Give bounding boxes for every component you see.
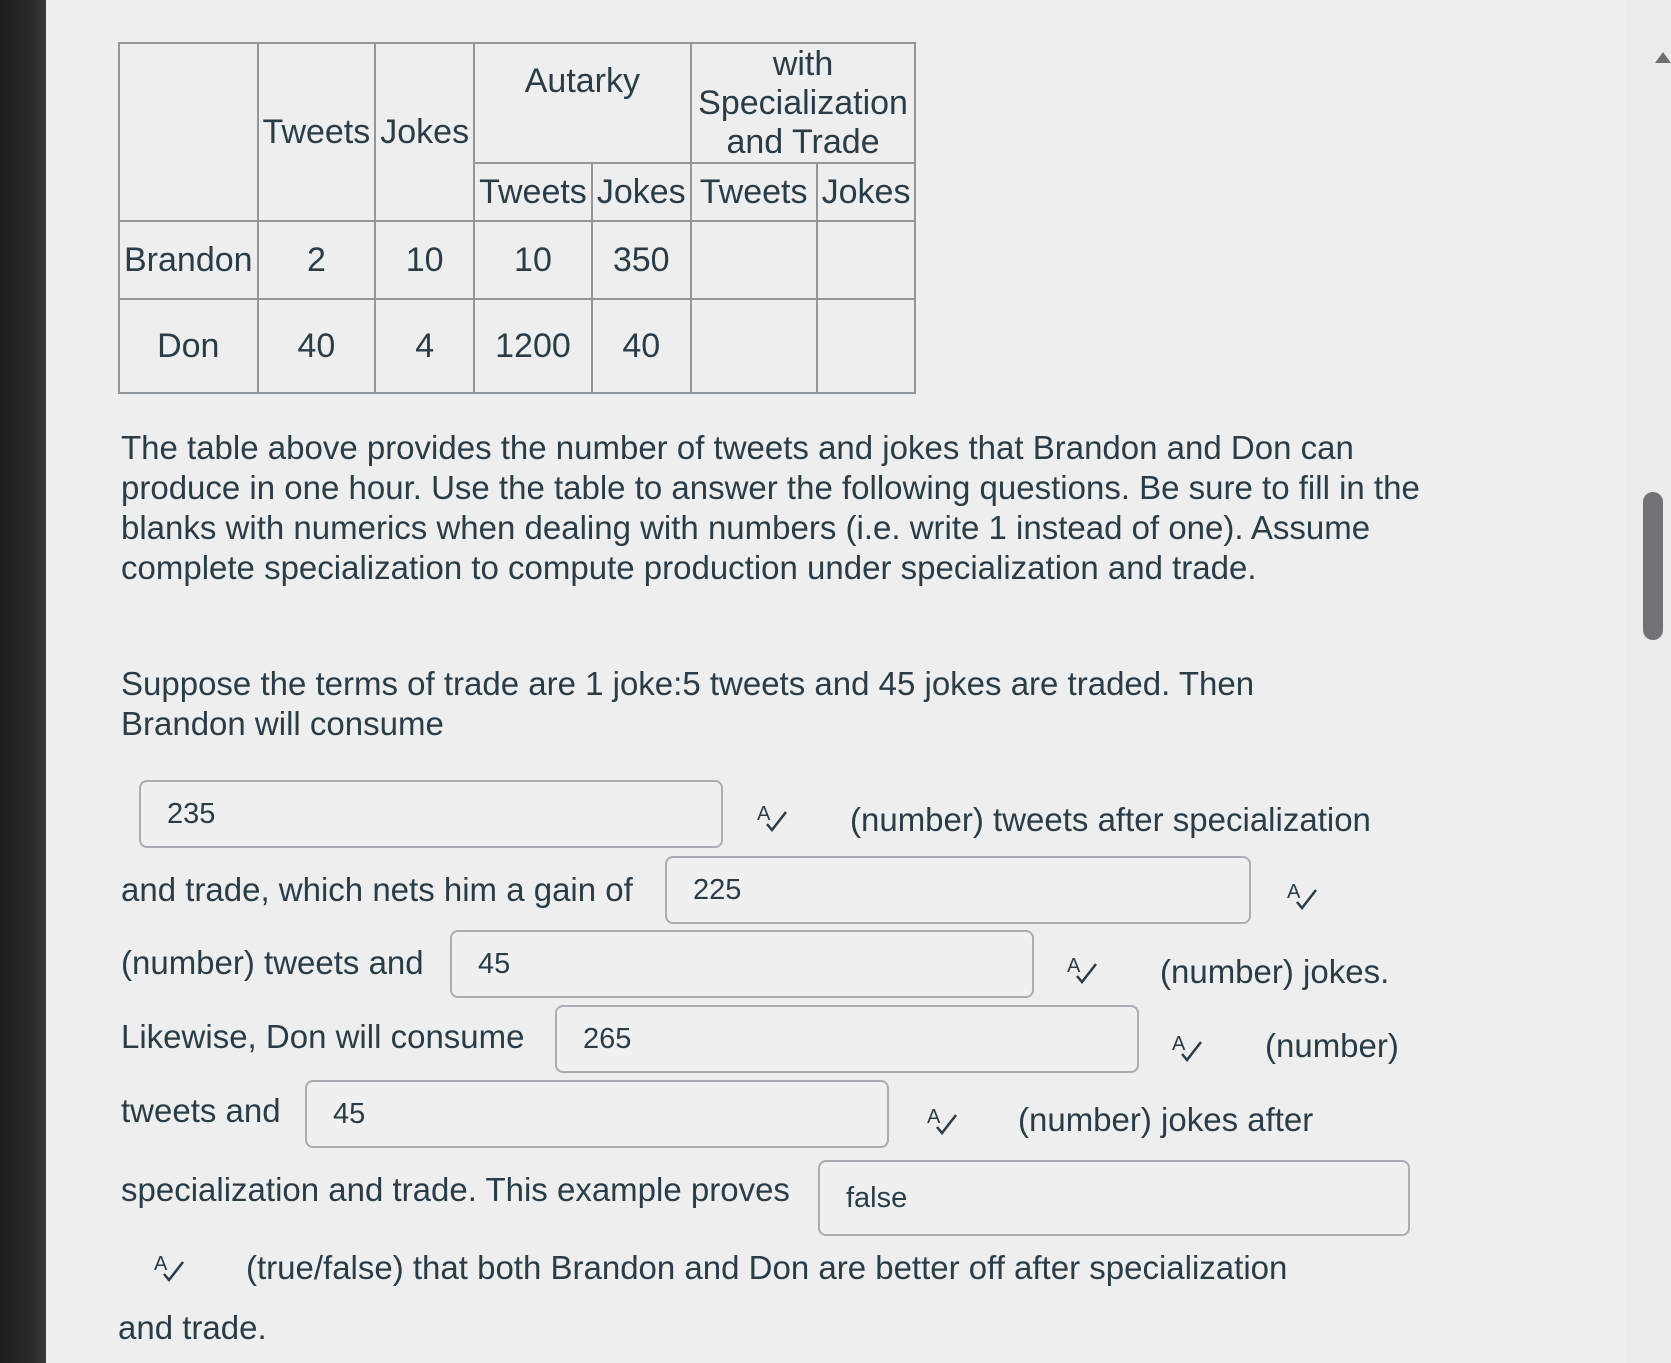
answer-don-tweets[interactable]: 265 [555,1005,1139,1073]
intro-paragraph: The table above provides the number of tweets and jokes that Brandon and Don can produce in one hour. Use the table to answer the following questions. Be sure to fill in the blanks with numerics when dealing with numbers (i.e. write 1 instead of one). Assume complete specialization to compute production under specialization and trade. [121,429,1420,586]
spellcheck-icon[interactable] [925,1103,959,1137]
answer-brandon-gain-jokes[interactable]: 45 [450,930,1034,998]
svg-text:A: A [154,1253,168,1275]
header-jokes: Jokes [375,43,474,221]
label-final: and trade. [118,1309,267,1346]
svg-text:A: A [1172,1033,1186,1055]
svg-text:A: A [927,1106,941,1128]
scroll-thumb[interactable] [1643,492,1663,640]
cell-tweets: 2 [258,221,376,299]
question-intro: Suppose the terms of trade are 1 joke:5 tweets and 45 jokes are traded. Then Brandon will consume [121,665,1255,742]
spellcheck-icon[interactable] [755,800,789,834]
label-before-a5: tweets and [121,1092,281,1129]
cell-spec-jokes [817,299,916,393]
spellcheck-icon[interactable] [1285,878,1319,912]
svg-text:A: A [757,803,771,825]
subheader-spec-jokes: Jokes [817,163,916,221]
header-autarky: Autarky [474,43,691,163]
device-bezel [0,0,46,1363]
subheader-autarky-tweets: Tweets [474,163,592,221]
spellcheck-icon[interactable] [152,1250,186,1284]
table-row [119,299,915,393]
label-before-a2: and trade, which nets him a gain of [121,871,633,908]
label-before-a6: specialization and trade. This example proves [121,1171,790,1208]
row-name: Brandon [119,221,258,299]
answer-brandon-gain-tweets[interactable]: 225 [665,856,1251,924]
cell-autarky-jokes: 350 [592,221,691,299]
label-before-a4: Likewise, Don will consume [121,1018,525,1055]
answer-proves[interactable]: false [818,1160,1410,1236]
header-tweets: Tweets [258,43,376,221]
answer-don-jokes[interactable]: 45 [305,1080,889,1148]
cell-autarky-tweets: 1200 [474,299,592,393]
label-after-a5: (number) jokes after [1018,1101,1314,1138]
spellcheck-icon[interactable] [1170,1030,1204,1064]
table-corner [119,43,258,221]
cell-spec-jokes [817,221,916,299]
answer-brandon-tweets[interactable]: 235 [139,780,723,848]
cell-jokes: 10 [375,221,474,299]
header-spec-line3: and Trade [726,122,880,161]
subheader-spec-tweets: Tweets [691,163,817,221]
label-after-a6: (true/false) that both Brandon and Don are better off after specialization [246,1249,1288,1286]
cell-spec-tweets [691,221,817,299]
label-before-a3: (number) tweets and [121,944,424,981]
cell-tweets: 40 [258,299,376,393]
header-spec-line1: with [772,44,834,83]
scrollbar[interactable] [1626,0,1671,1363]
svg-text:A: A [1287,881,1301,903]
spellcheck-icon[interactable] [1065,952,1099,986]
label-after-a4: (number) [1265,1027,1399,1064]
row-name: Don [119,299,258,393]
cell-autarky-jokes: 40 [592,299,691,393]
scroll-up-icon[interactable] [1655,52,1671,63]
cell-jokes: 4 [375,299,474,393]
header-spec-line2: Specialization [698,83,908,122]
label-after-a3: (number) jokes. [1160,953,1390,990]
svg-text:A: A [1067,955,1081,977]
cell-autarky-tweets: 10 [474,221,592,299]
table-row [119,221,915,299]
cell-spec-tweets [691,299,817,393]
production-table [118,42,916,394]
subheader-autarky-jokes: Jokes [592,163,691,221]
label-after-a1: (number) tweets after specialization [850,801,1371,838]
header-specialization [691,43,916,163]
